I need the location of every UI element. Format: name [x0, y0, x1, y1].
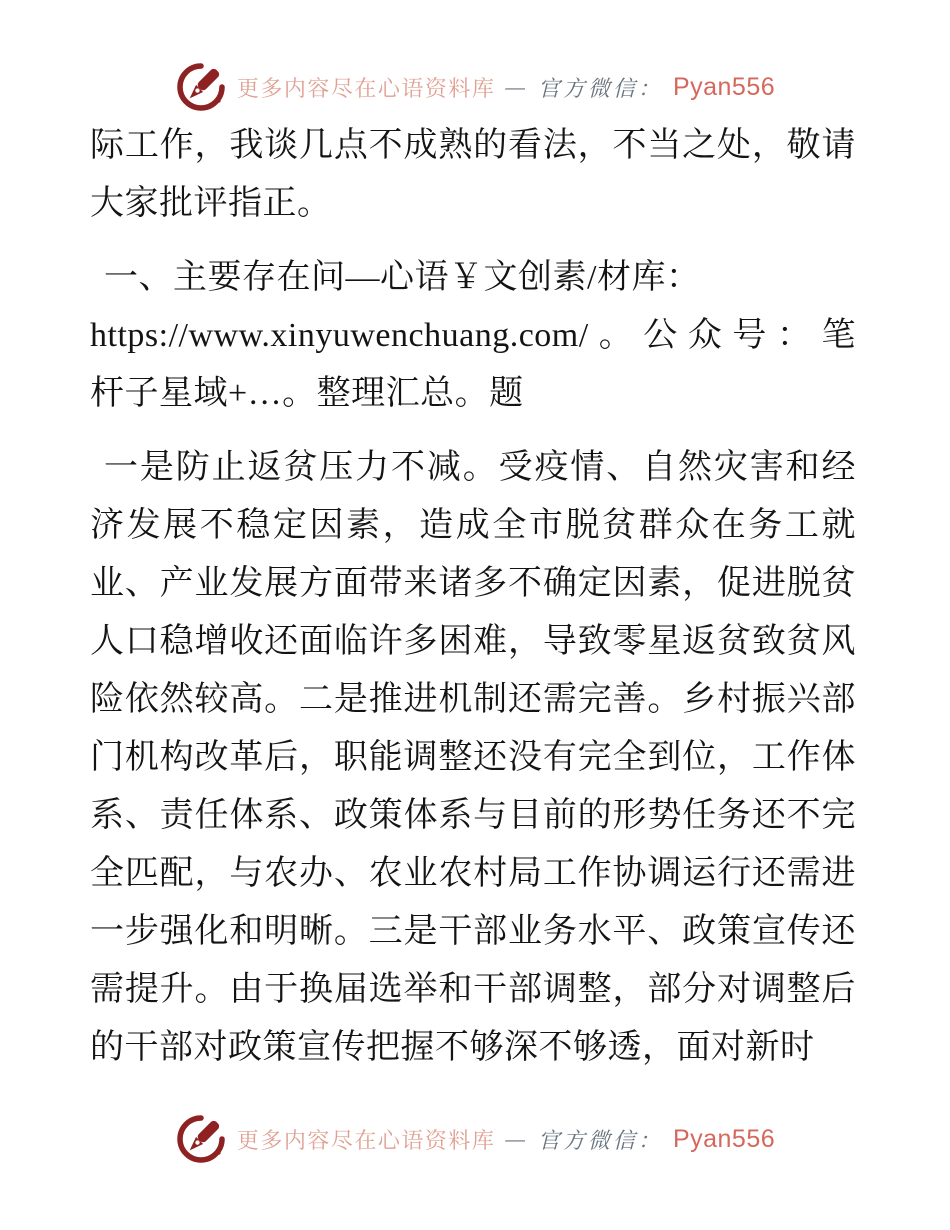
doc-line: 一步强化和明晰。三是干部业务水平、政策宣传还 — [90, 913, 856, 950]
brand-wechat-label: 官方微信： — [537, 75, 663, 101]
pen-nib-swirl-icon — [175, 1113, 227, 1165]
paragraph-3 — [90, 439, 856, 1077]
doc-line: 全匹配，与农办、农业农村局工作协调运行还需进 — [90, 855, 856, 892]
brand-separator: — — [505, 1126, 528, 1151]
doc-line: 门机构改革后，职能调整还没有完全到位，工作体 — [90, 739, 856, 776]
paragraph-1 — [90, 117, 856, 233]
doc-line: 需提升。由于换届选举和干部调整，部分对调整后 — [90, 971, 856, 1008]
doc-line: 险依然较高。二是推进机制还需完善。乡村振兴部 — [90, 681, 856, 718]
pen-nib-swirl-icon — [175, 61, 227, 113]
brand-site-text: 更多内容尽在心语资料库 — [236, 75, 496, 101]
doc-line-url: https://www.xinyuwenchuang.com/。公众号：笔 — [90, 317, 856, 354]
paragraph-2 — [90, 249, 856, 423]
brand-site-text: 更多内容尽在心语资料库 — [236, 1127, 496, 1153]
doc-line: 际工作，我谈几点不成熟的看法，不当之处，敬请 — [90, 127, 856, 164]
doc-line: 系、责任体系、政策体系与目前的形势任务还不完 — [90, 797, 856, 834]
doc-line: 济发展不稳定因素，造成全市脱贫群众在务工就 — [90, 507, 856, 544]
document-body — [90, 117, 856, 1093]
footer-watermark — [0, 1110, 950, 1168]
brand-wechat-id: Pyan556 — [672, 1124, 776, 1153]
doc-line: 一是防止返贫压力不减。受疫情、自然灾害和经 — [104, 449, 856, 486]
brand-wechat-id: Pyan556 — [672, 72, 776, 101]
brand-wechat-label: 官方微信： — [537, 1127, 663, 1153]
doc-line: 一、主要存在问—心语￥文创素/材库： — [104, 259, 701, 296]
doc-line: 业、产业发展方面带来诸多不确定因素，促进脱贫 — [90, 565, 856, 602]
doc-line: 的干部对政策宣传把握不够深不够透，面对新时 — [90, 1029, 815, 1066]
header-watermark — [0, 58, 950, 116]
doc-line: 杆子星域+…。整理汇总。题 — [90, 375, 524, 412]
doc-line: 人口稳增收还面临许多困难，导致零星返贫致贫风 — [90, 623, 856, 660]
brand-separator: — — [505, 74, 528, 99]
doc-line: 大家批评指正。 — [90, 185, 332, 222]
